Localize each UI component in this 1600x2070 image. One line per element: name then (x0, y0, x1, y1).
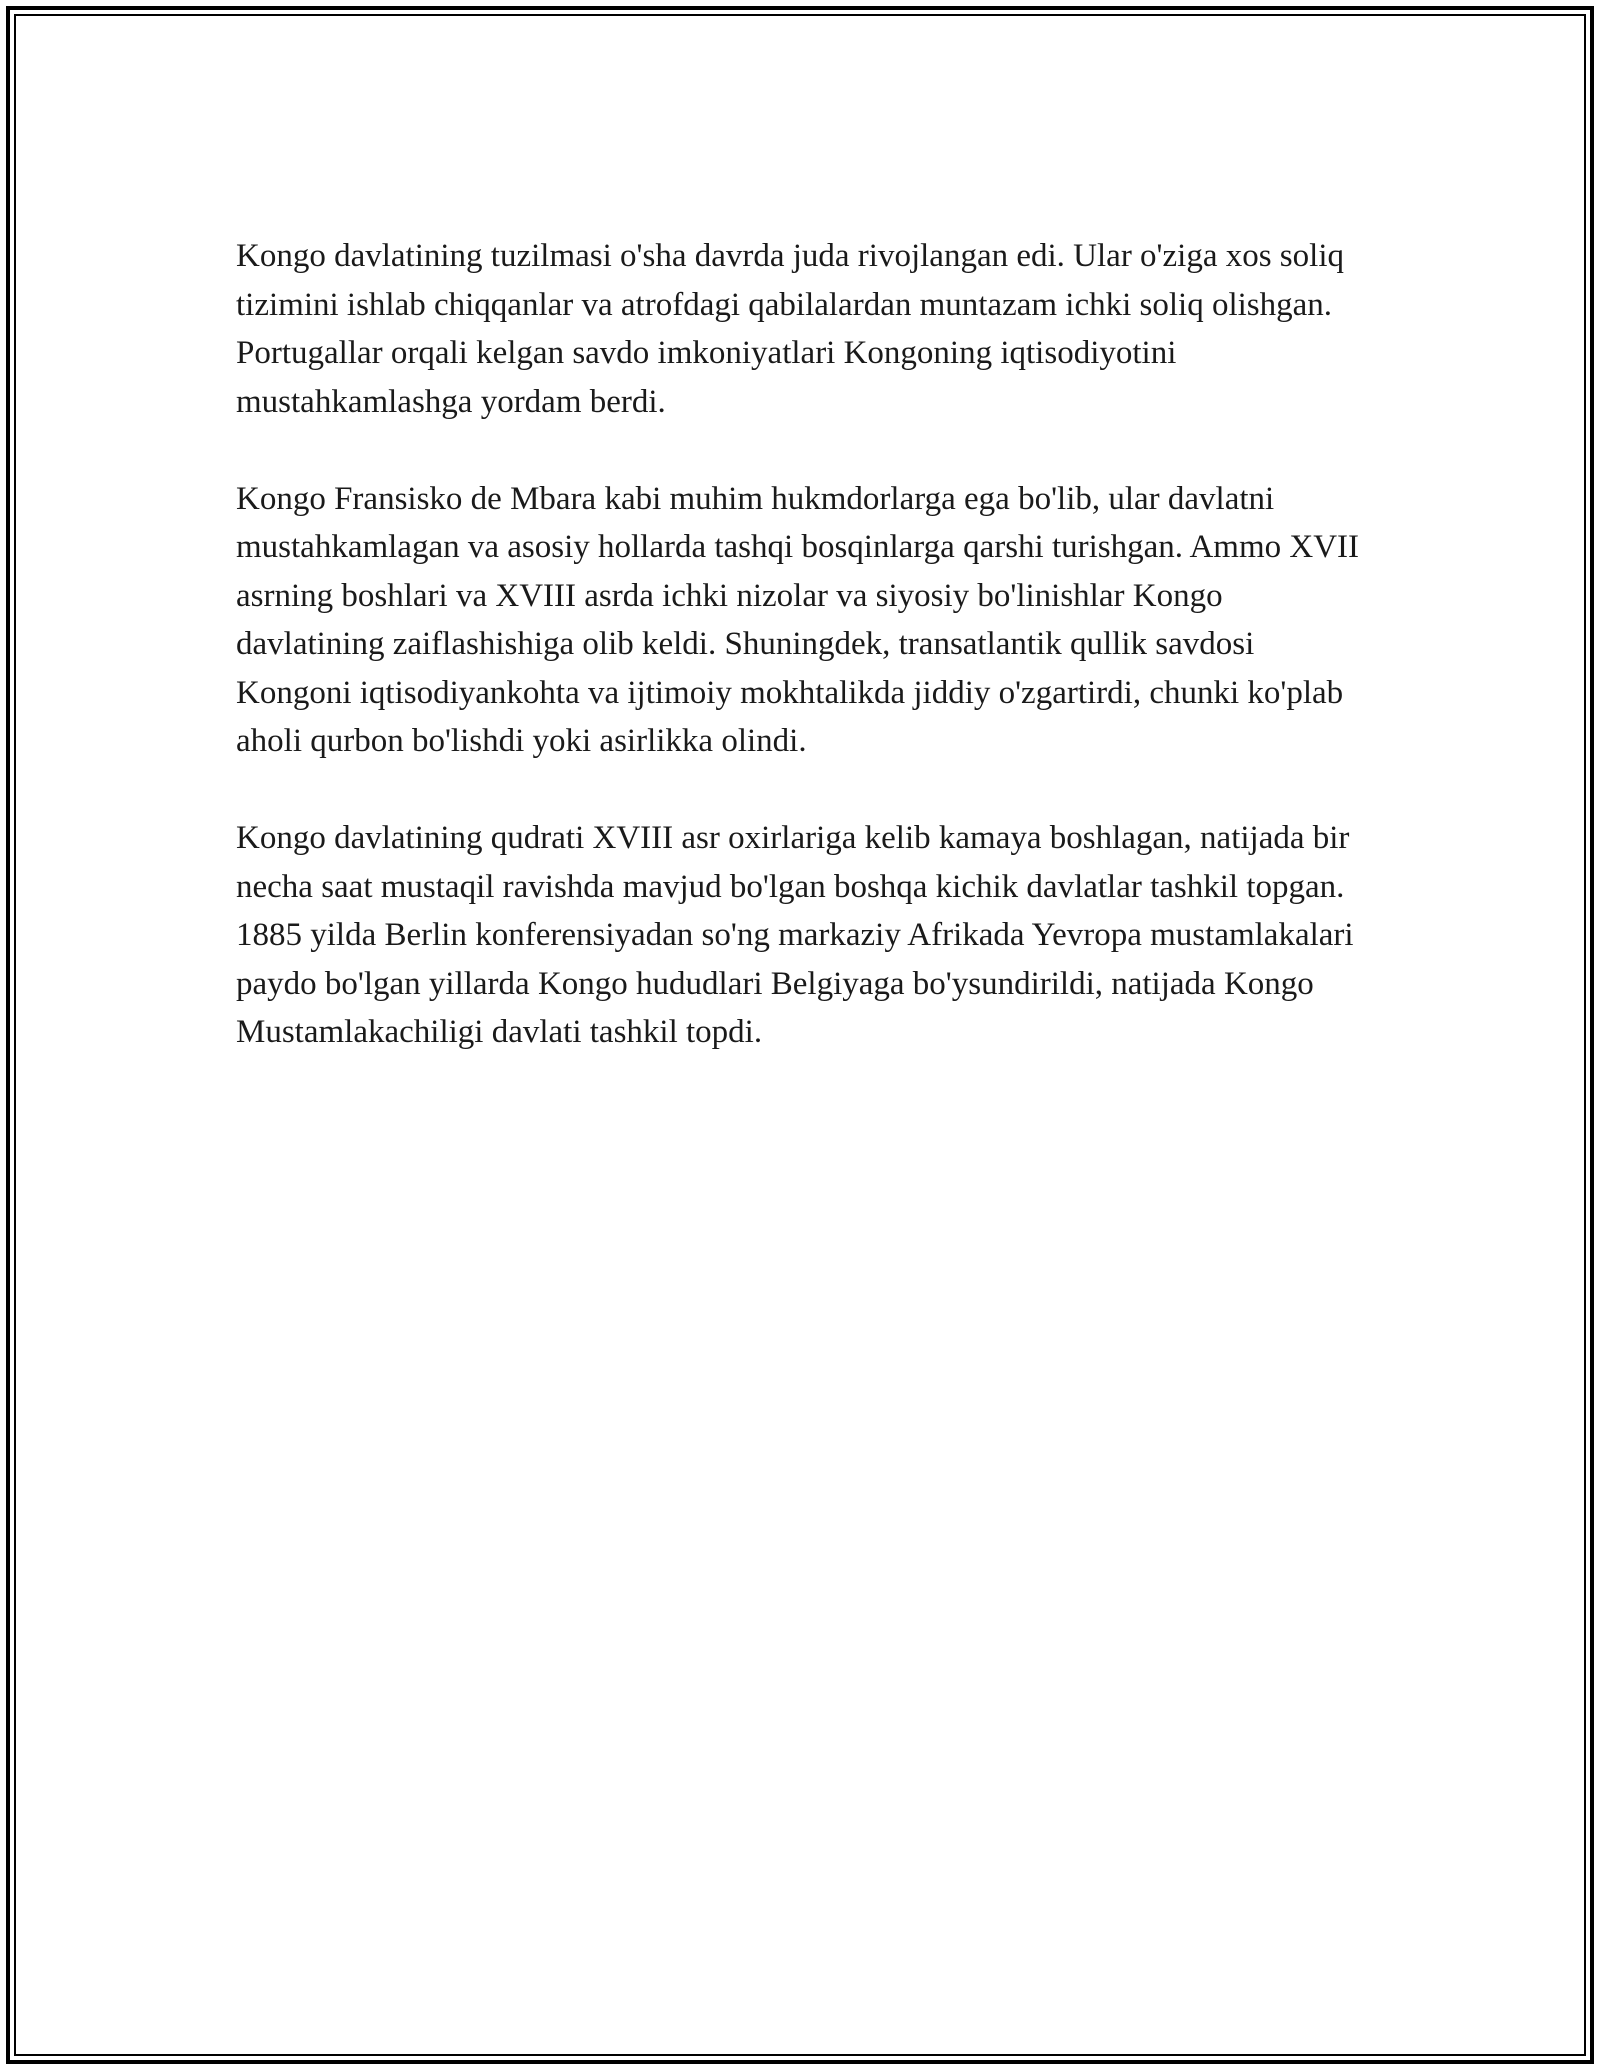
document-body (236, 232, 1376, 1105)
paragraph-2: Kongo Fransisko de Mbara kabi muhim hukmdorlarga ega bo'lib, ular davlatni mustahkamlagan va asosiy hollarda tashqi bosqinlarga qarshi turishgan. Ammo XVII asrning boshlari va XVIII asrda ichki nizolar va siyosiy bo'linishlar Kongo davlatining zaiflashishiga olib keldi. Shuningdek, transatlantik qullik savdosi Kongoni iqtisodiyankohta va ijtimoiy mokhtalikda jiddiy o'zgartirdi, chunki ko'plab aholi qurbon bo'lishdi yoki asirlikka olindi. (236, 480, 1360, 759)
paragraph-1: Kongo davlatining tuzilmasi o'sha davrda juda rivojlangan edi. Ular o'ziga xos soliq tizimini ishlab chiqqanlar va atrofdagi qabilalardan muntazam ichki soliq olishgan. Portugallar orqali kelgan savdo imkoniyatlari Kongoning iqtisodiyotini mustahkamlashga yordam berdi. (236, 238, 1344, 420)
paragraph-3: Kongo davlatining qudrati XVIII asr oxirlariga kelib kamaya boshlagan, natijada bir necha saat mustaqil ravishda mavjud bo'lgan boshqa kichik davlatlar tashkil topgan. 1885 yilda Berlin konferensiyadan so'ng markaziy Afrikada Yevropa mustamlakalari paydo bo'lgan yillarda Kongo hududlari Belgiyaga bo'ysundirildi, natijada Kongo Mustamlakachiligi davlati tashkil topdi. (236, 820, 1354, 1050)
